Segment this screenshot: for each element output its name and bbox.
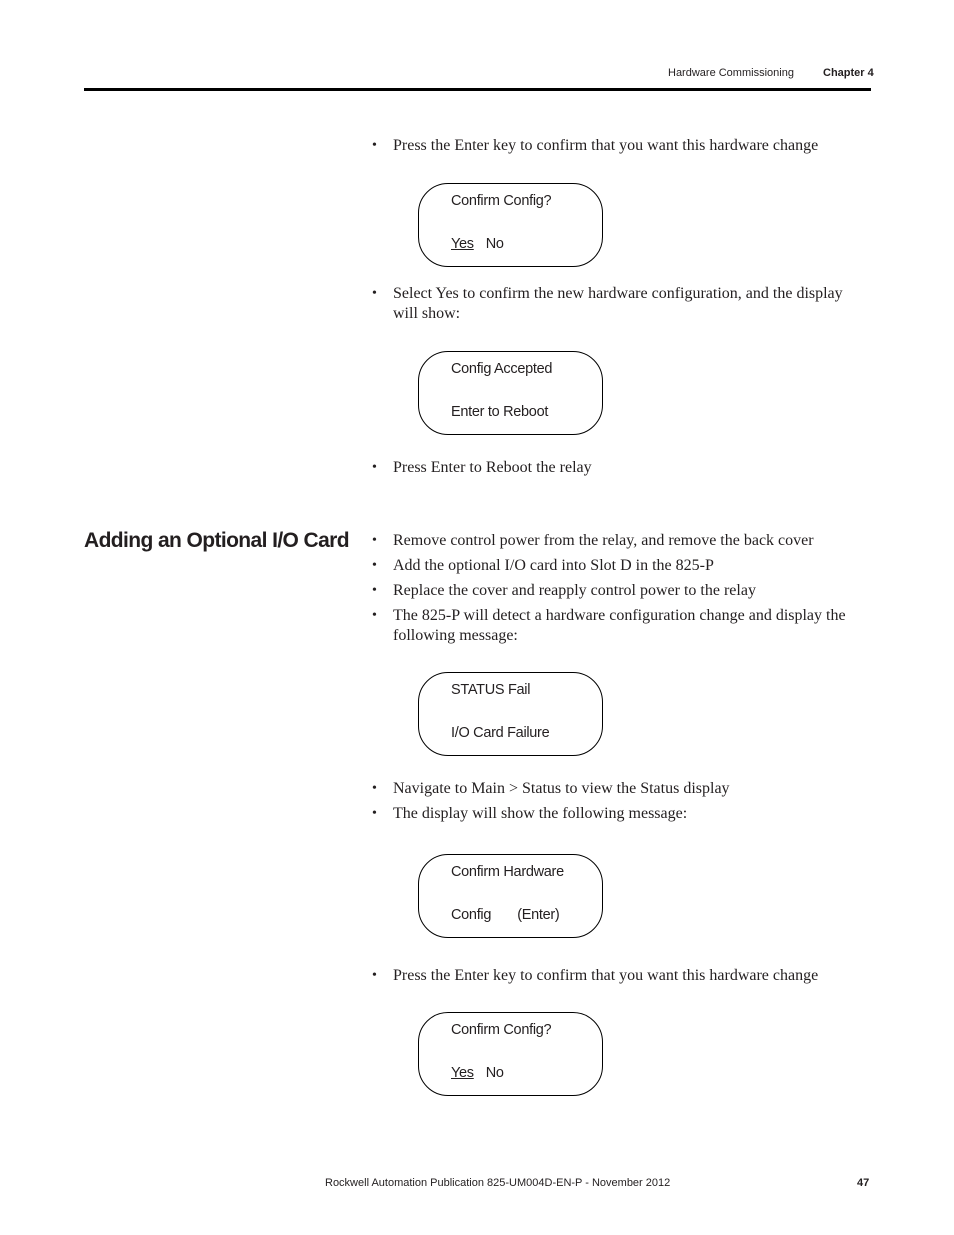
list-item-text: Press the Enter key to confirm that you want this hardware change	[393, 137, 819, 154]
lcd-display	[418, 1012, 603, 1096]
bullet-icon: •	[372, 583, 377, 598]
list-item-text: Press the Enter key to confirm that you want this hardware change	[393, 967, 819, 984]
bullet-icon: •	[372, 608, 377, 623]
lcd-line-1: Config Accepted	[451, 361, 553, 377]
bullet-icon: •	[372, 781, 377, 796]
bullet-icon: •	[372, 558, 377, 573]
list-item	[372, 531, 857, 551]
lcd-option-yes: Yes	[451, 236, 474, 252]
list-item	[372, 556, 857, 576]
bullet-icon: •	[372, 138, 377, 153]
page-number: 47	[857, 1177, 870, 1189]
lcd-option-no: No	[485, 1065, 504, 1081]
lcd-line-2	[451, 236, 504, 252]
lcd-line-2: Enter to Reboot	[451, 404, 549, 420]
lcd-line-1: Confirm Hardware	[451, 864, 564, 880]
lcd-display	[418, 183, 603, 267]
list-item-text: Add the optional I/O card into Slot D in the 825-P	[393, 557, 714, 574]
lcd-line-1: Confirm Config?	[451, 1022, 552, 1038]
list-item	[372, 804, 857, 824]
bullet-icon: •	[372, 460, 377, 475]
header-rule	[84, 88, 871, 91]
bullet-icon: •	[372, 806, 377, 821]
lcd-line-1: Confirm Config?	[451, 193, 552, 209]
lcd-display	[418, 351, 603, 435]
lcd-option-no: No	[485, 236, 504, 252]
header-section-title: Hardware Commissioning	[668, 67, 794, 79]
list-item-text: Replace the cover and reapply control power to the relay	[393, 582, 756, 599]
lcd-display	[418, 854, 603, 938]
list-item	[372, 581, 857, 601]
list-item-text: Select Yes to confirm the new hardware configuration, and the display will show:	[393, 285, 843, 322]
bullet-icon: •	[372, 286, 377, 301]
list-item	[372, 606, 857, 646]
list-item-text: The 825-P will detect a hardware configuration change and display the following message:	[393, 607, 846, 644]
bullet-icon: •	[372, 968, 377, 983]
lcd-line-2	[451, 1065, 504, 1081]
lcd-display	[418, 672, 603, 756]
list-item-text: Remove control power from the relay, and remove the back cover	[393, 532, 814, 549]
list-item	[372, 284, 857, 324]
list-item	[372, 136, 857, 156]
header-chapter-label: Chapter 4	[823, 67, 874, 79]
lcd-line-2: Config (Enter)	[451, 907, 560, 923]
list-item-text: The display will show the following message:	[393, 805, 688, 822]
footer-publication: Rockwell Automation Publication 825-UM004D-EN-P - November 2012	[325, 1177, 671, 1189]
list-item-text: Press Enter to Reboot the relay	[393, 459, 592, 476]
list-item	[372, 966, 857, 986]
lcd-line-1: STATUS Fail	[451, 682, 531, 698]
lcd-option-yes: Yes	[451, 1065, 474, 1081]
section-heading: Adding an Optional I/O Card	[84, 529, 349, 552]
list-item	[372, 779, 857, 799]
list-item-text: Navigate to Main > Status to view the Status display	[393, 780, 730, 797]
bullet-icon: •	[372, 533, 377, 548]
list-item	[372, 458, 857, 478]
lcd-line-2: I/O Card Failure	[451, 725, 550, 741]
